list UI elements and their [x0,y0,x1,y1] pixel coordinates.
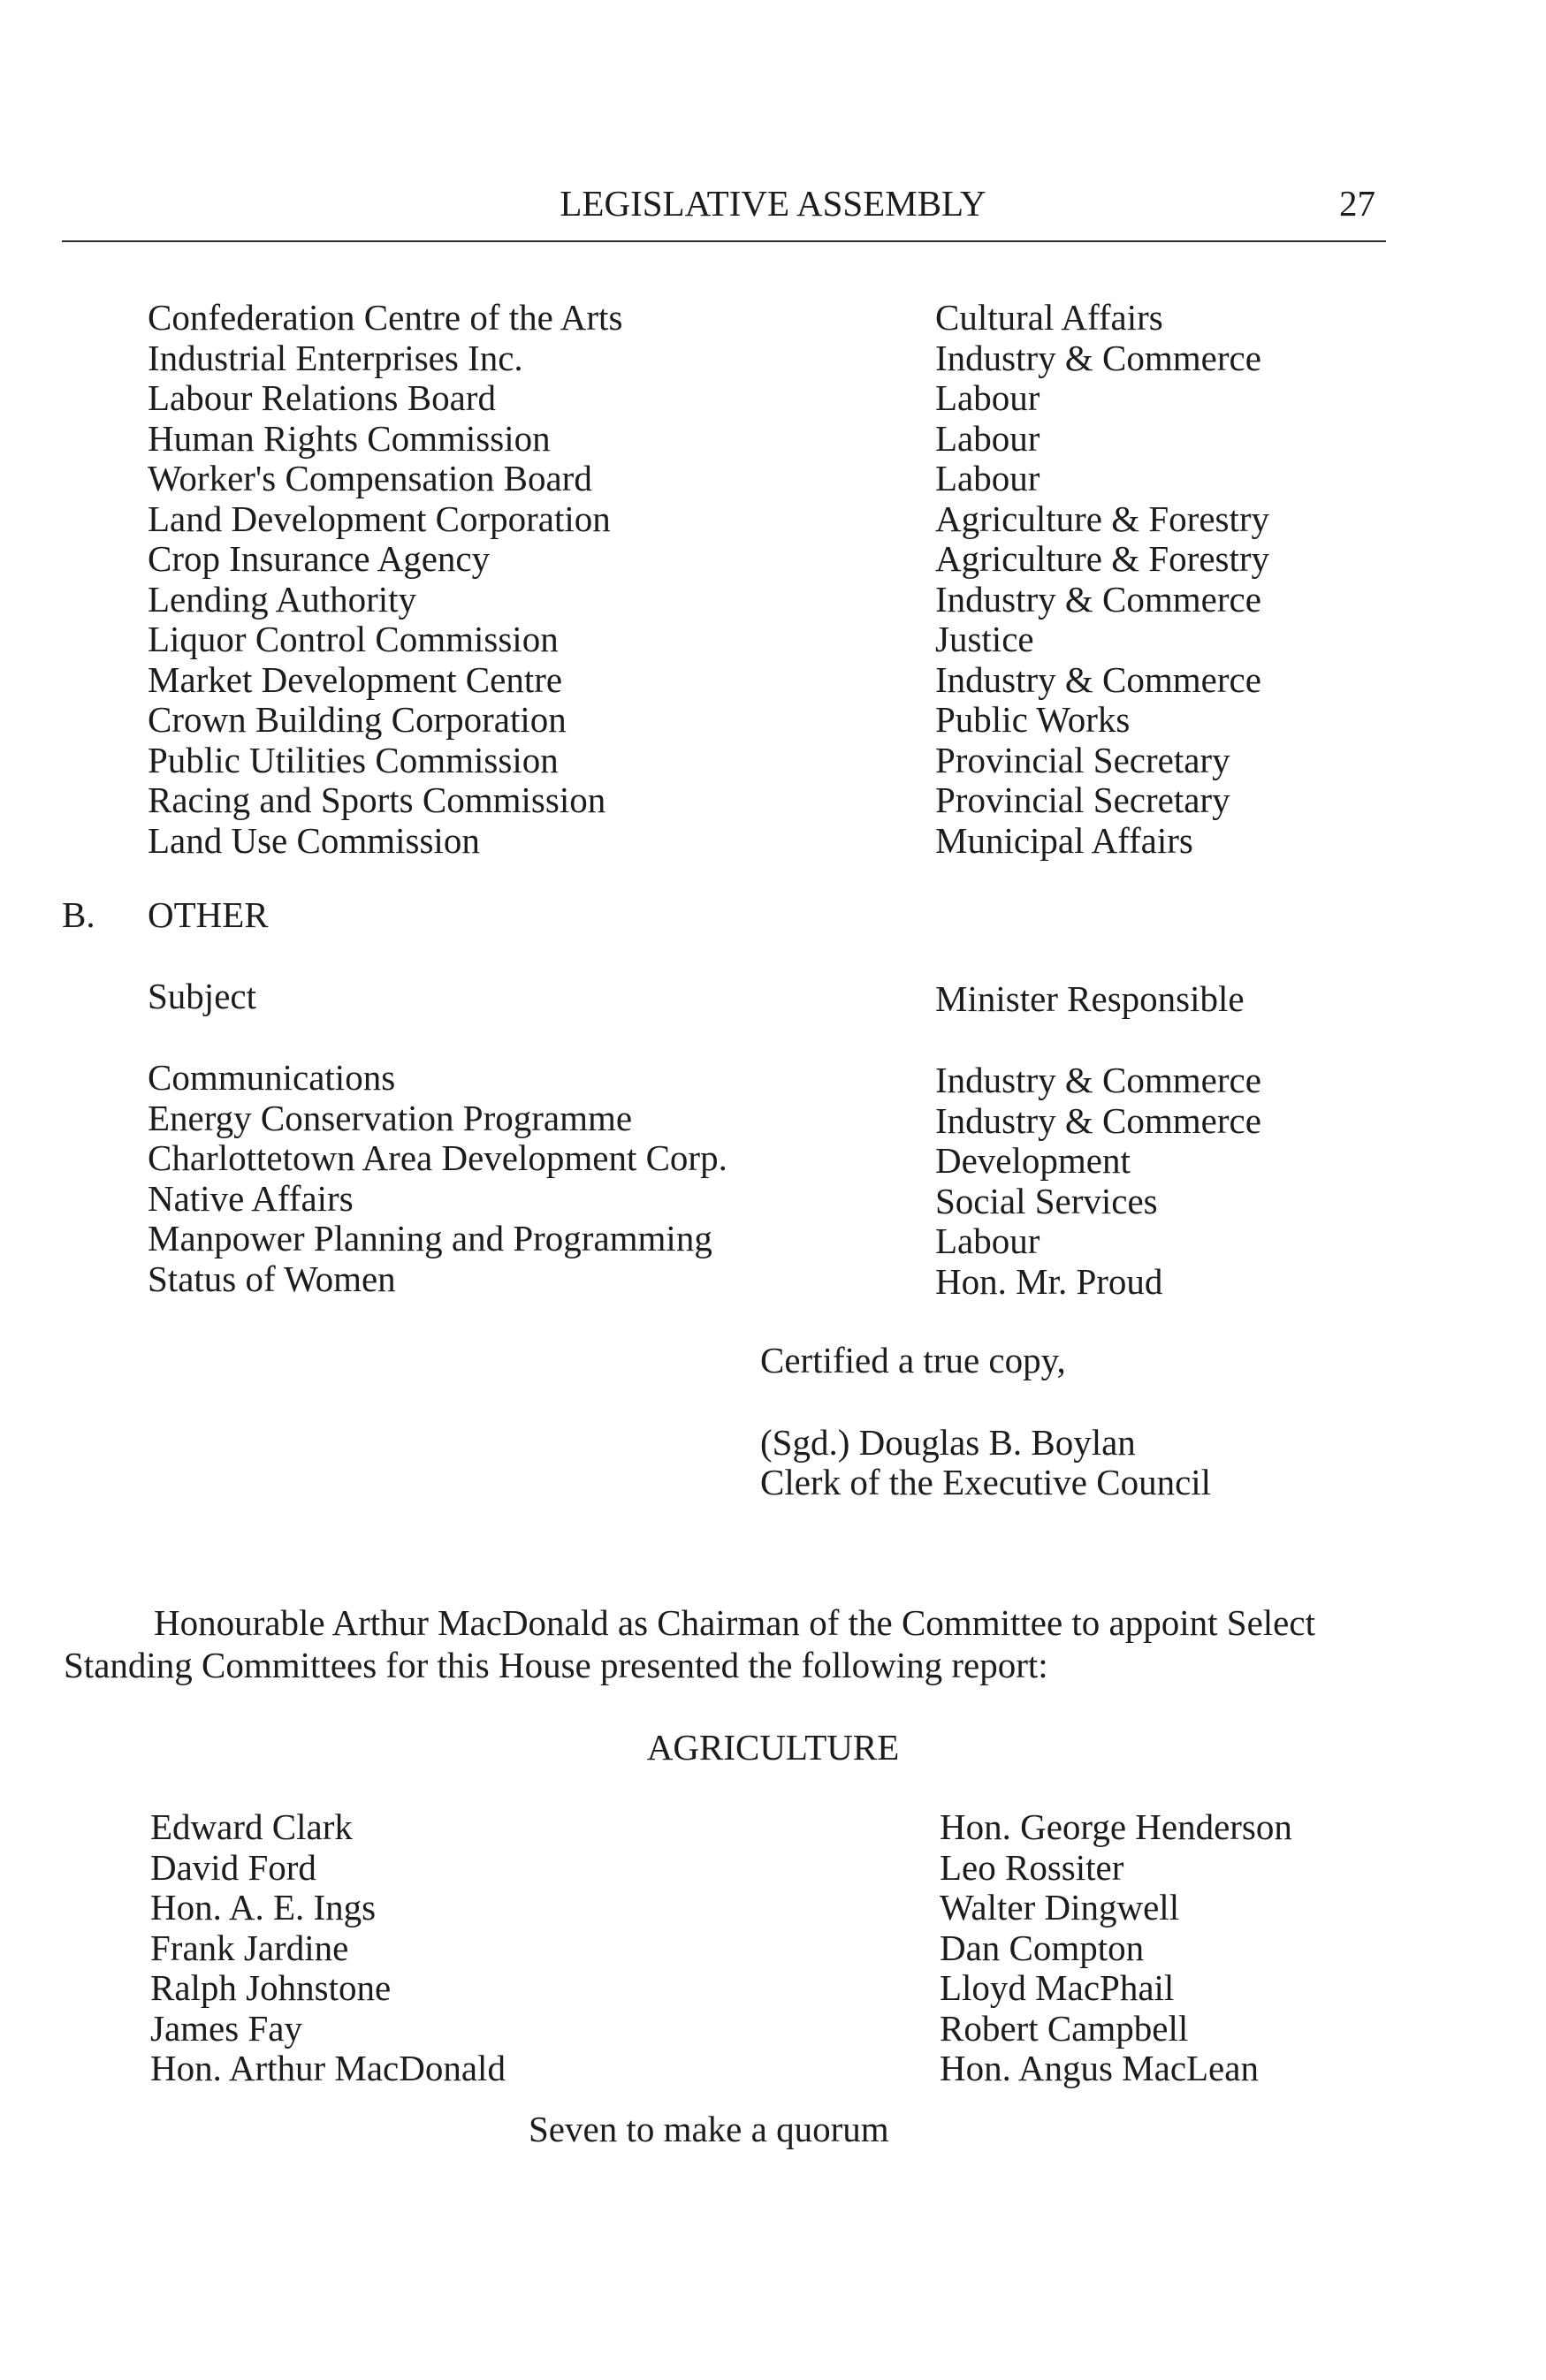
committee-member: Hon. Angus MacLean [940,2048,1259,2088]
committee-members-right [940,1807,1292,2089]
committee-members-left [150,1807,506,2089]
page-number: 27 [1339,183,1375,224]
minister-item: Industry & Commerce [935,1099,1261,1141]
agency-department: Industry & Commerce [935,658,1261,700]
agency-department: Labour [935,377,1040,418]
subject-item: Communications [148,1057,396,1098]
agency-name: Racing and Sports Commission [148,779,606,820]
subject-item: Native Affairs [148,1177,354,1219]
committee-member: Hon. George Henderson [940,1806,1292,1847]
certification-line: Certified a true copy, [760,1340,1066,1380]
agency-name: Industrial Enterprises Inc. [148,337,523,378]
report-intro-line: Honourable Arthur MacDonald as Chairman of the Committee to appoint Select [154,1602,1315,1643]
subject-column-header: Subject [148,976,256,1016]
signatory-position: Clerk of the Executive Council [760,1462,1212,1502]
agency-name-list [148,298,622,861]
agency-name: Worker's Compensation Board [148,458,592,498]
committee-heading: AGRICULTURE [646,1727,900,1768]
quorum-note: Seven to make a quorum [529,2109,889,2149]
subject-list [148,1058,727,1299]
report-intro-line: Standing Committees for this House presented the following report: [64,1645,1048,1685]
agency-department: Industry & Commerce [935,578,1261,620]
report-intro-paragraph [64,1601,1381,1686]
minister-column-header: Minister Responsible [935,978,1245,1019]
subject-item: Energy Conservation Programme [148,1097,633,1138]
agency-department: Public Works [935,699,1131,740]
section-letter: B. [62,894,95,935]
committee-member: Ralph Johnstone [150,1967,392,2008]
subject-item: Status of Women [148,1258,396,1299]
minister-item: Industry & Commerce [935,1060,1261,1100]
minister-item: Hon. Mr. Proud [935,1260,1163,1302]
committee-member: David Ford [150,1846,316,1888]
agency-department: Agriculture & Forestry [935,538,1270,579]
agency-name: Labour Relations Board [148,377,496,418]
committee-member: James Fay [150,2007,302,2049]
committee-member: Robert Campbell [940,2007,1189,2049]
committee-member: Walter Dingwell [940,1887,1180,1928]
agency-name: Crown Building Corporation [148,699,567,740]
agency-name: Crop Insurance Agency [148,538,491,579]
agency-name: Liquor Control Commission [148,619,559,659]
subject-item: Manpower Planning and Programming [148,1218,712,1258]
minister-item: Social Services [935,1180,1158,1221]
minister-item: Development [935,1140,1131,1181]
agency-department: Provincial Secretary [935,739,1230,780]
agency-department: Agriculture & Forestry [935,498,1270,539]
committee-member: Edward Clark [150,1806,353,1847]
committee-member: Lloyd MacPhail [940,1967,1175,2008]
committee-member: Frank Jardine [150,1927,349,1968]
committee-member: Hon. Arthur MacDonald [150,2048,506,2088]
committee-member: Dan Compton [940,1927,1145,1968]
page-header-title: LEGISLATIVE ASSEMBLY [560,183,986,224]
signature-line: (Sgd.) Douglas B. Boylan [760,1422,1136,1463]
agency-name: Confederation Centre of the Arts [148,297,623,338]
committee-member: Hon. A. E. Ings [150,1887,377,1928]
agency-name: Public Utilities Commission [148,739,559,780]
header-rule [62,240,1386,242]
section-title: OTHER [148,894,269,935]
agency-name: Land Use Commission [148,819,480,861]
minister-item: Labour [935,1220,1040,1261]
agency-department: Labour [935,458,1040,498]
committee-member: Leo Rossiter [940,1846,1124,1888]
agency-department: Municipal Affairs [935,819,1193,861]
agency-department-list [935,298,1269,861]
agency-name: Market Development Centre [148,658,563,700]
agency-department: Industry & Commerce [935,337,1261,378]
agency-name: Human Rights Commission [148,417,551,459]
minister-list [935,1061,1261,1302]
agency-department: Justice [935,619,1034,659]
agency-department: Cultural Affairs [935,297,1163,338]
agency-department: Provincial Secretary [935,779,1230,820]
agency-name: Land Development Corporation [148,498,611,539]
agency-department: Labour [935,417,1040,459]
agency-name: Lending Authority [148,578,417,620]
subject-item: Charlottetown Area Development Corp. [148,1137,727,1178]
